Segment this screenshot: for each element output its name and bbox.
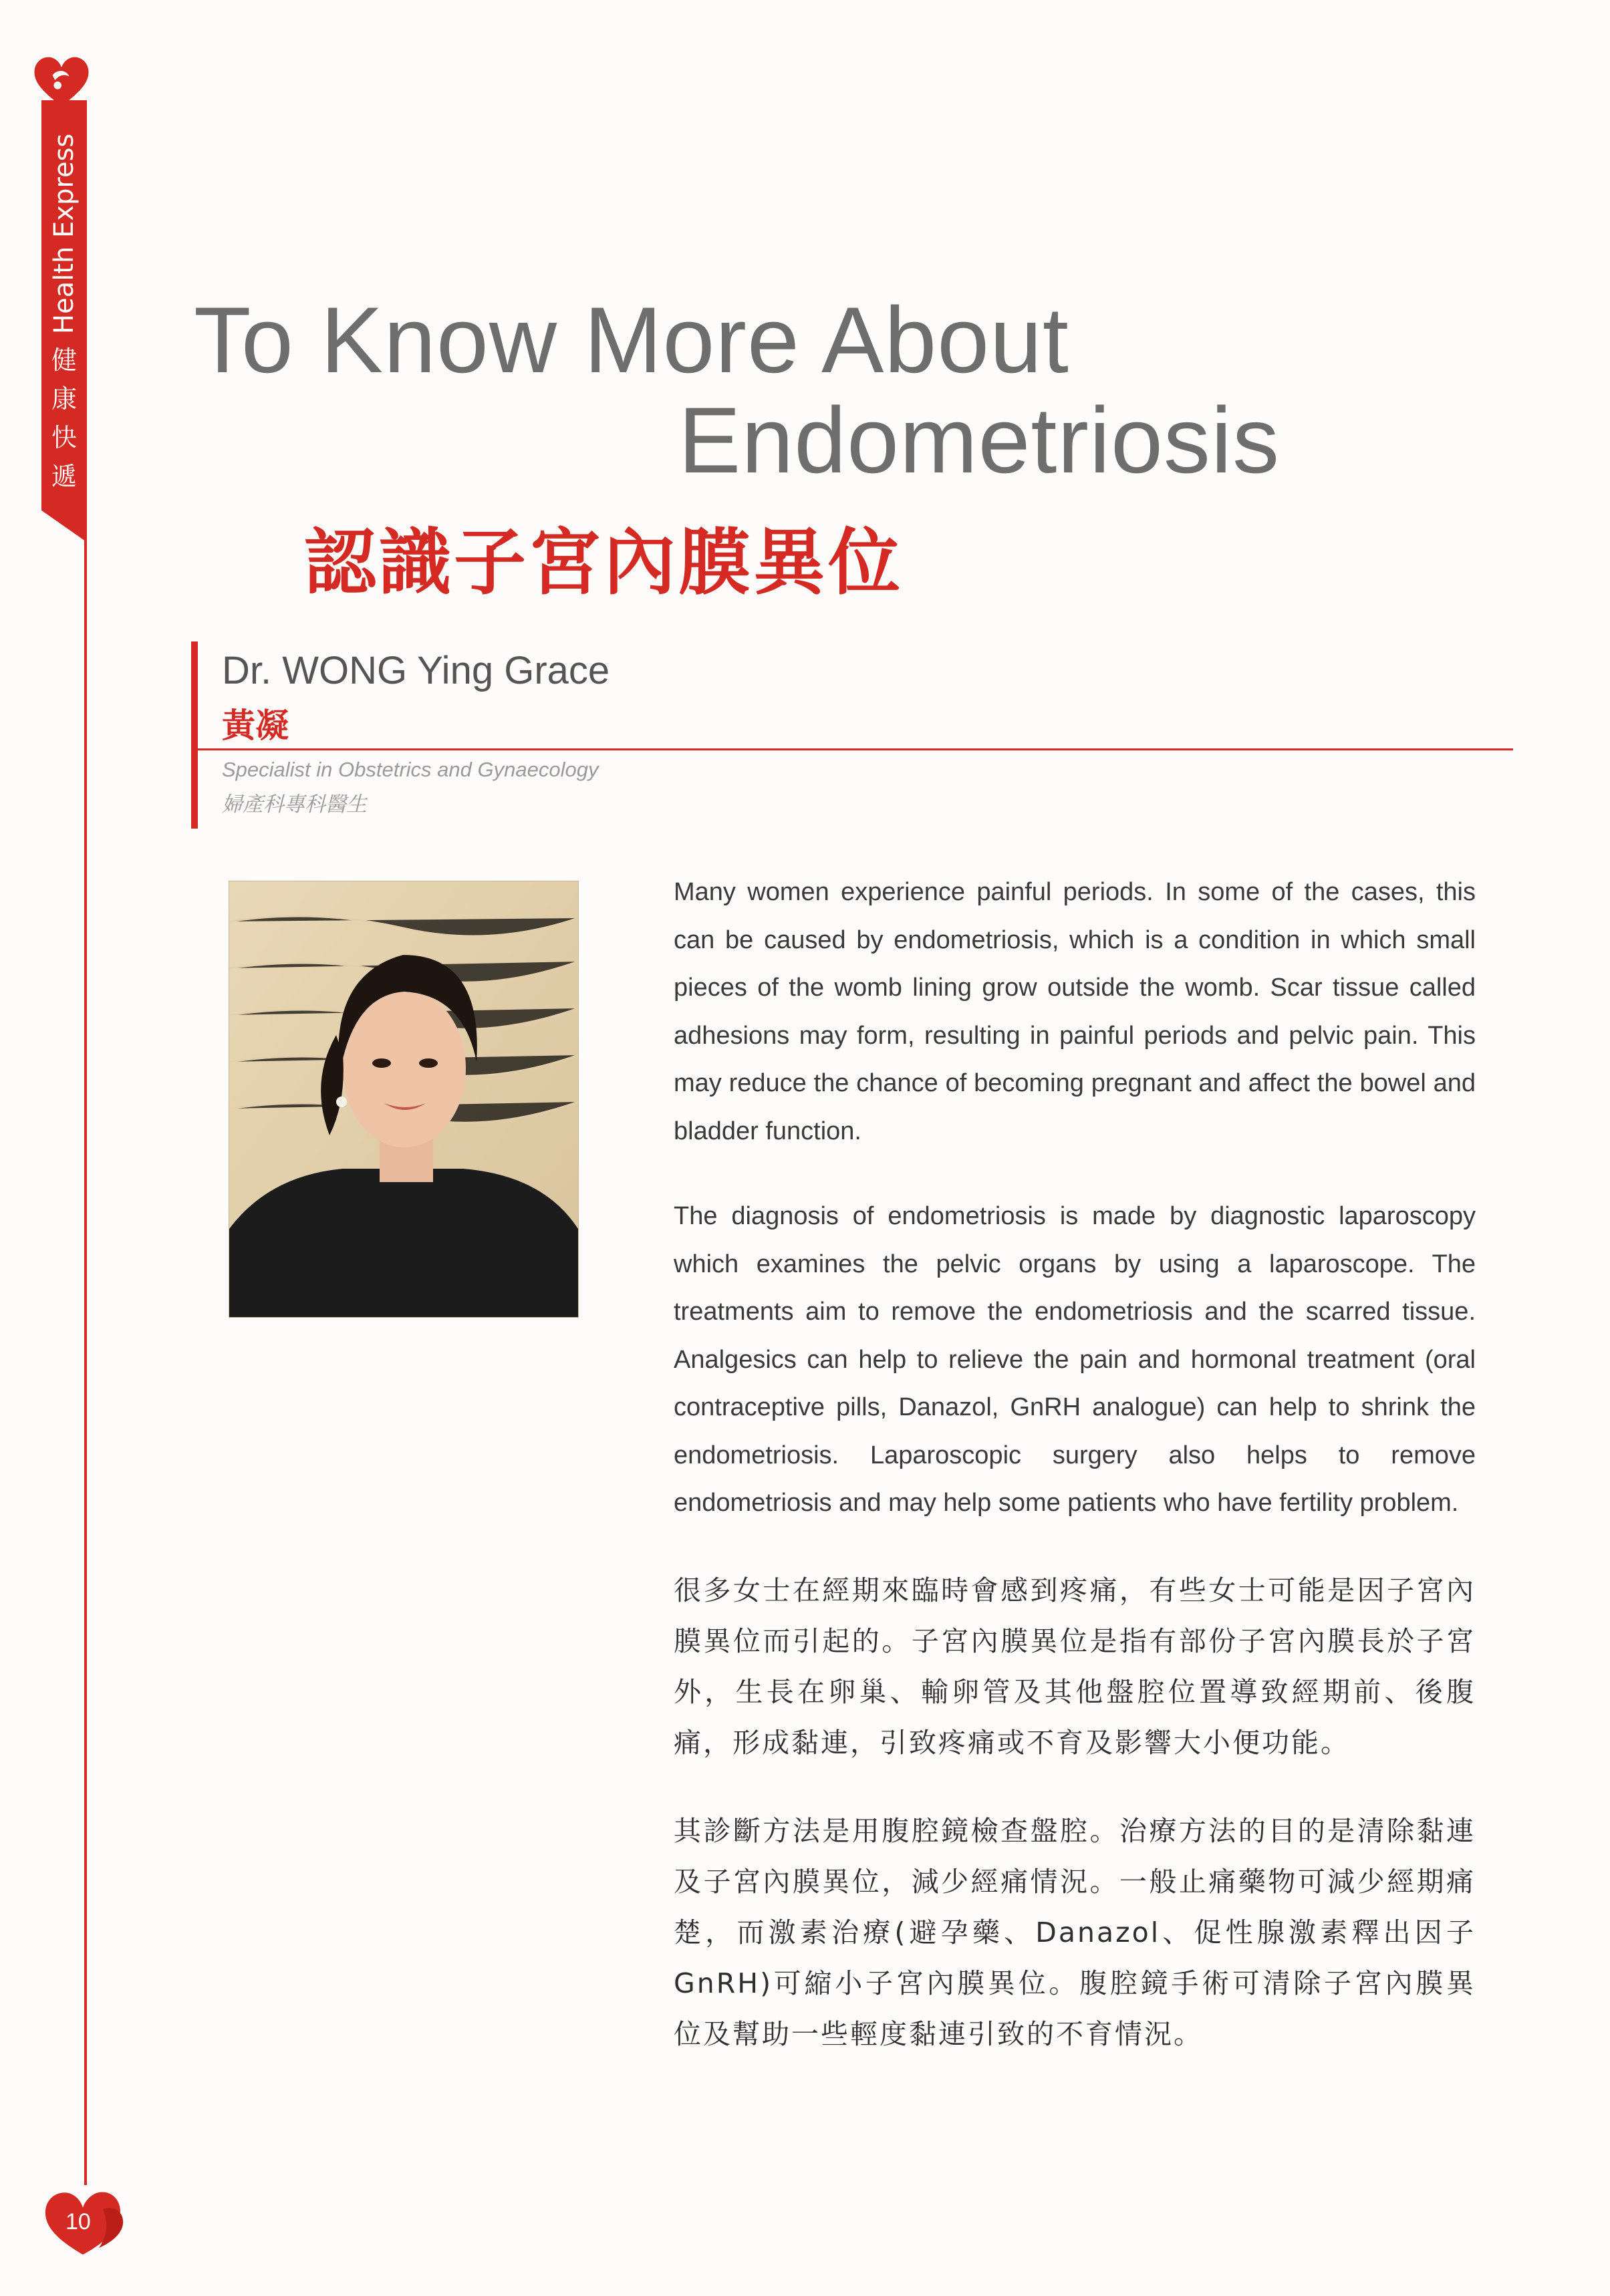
article-title-line-1: To Know More About: [194, 287, 1069, 392]
article-title-line-2: Endometriosis: [678, 388, 1281, 492]
author-divider: [198, 748, 1513, 750]
paragraph-zh-1: 很多女士在經期來臨時會感到疼痛，有些女士可能是因子宮內膜異位而引起的。子宮內膜異位是指有部份子宮內膜長於子宮外，生長在卵巢、輸卵管及其他盤腔位置導致經期前、後腹痛，形成黏連，引致疼痛或不育及影響大小便功能。: [674, 1574, 1476, 1759]
heart-logo-icon: [29, 49, 94, 114]
article-body: [674, 869, 1476, 2097]
author-name: Dr. WONG Ying Grace: [222, 649, 610, 692]
author-name-zh: 黃凝: [222, 706, 289, 745]
page-number: 10: [65, 2209, 91, 2235]
section-title-zh: 健 康 快 遞: [51, 345, 77, 491]
author-accent-bar: [191, 641, 198, 829]
author-photo: [229, 881, 579, 1318]
section-title: Health Express: [49, 133, 80, 334]
author-role: Specialist in Obstetrics and Gynaecology: [222, 758, 599, 781]
paragraph-en-2: The diagnosis of endometriosis is made by diagnostic laparoscopy which examines the pelvic organs by using a laparoscope. The treatments aim to remove the endometriosis and the scarred tissue. Analgesics can help to relieve the pain and hormonal treatment (oral contraceptive pills, Danazol, GnRH analogue) can help to shrink the endometriosis. Laparoscopic surgery also helps to remove endometriosis and may help some patients who have fertility problem.: [674, 1202, 1476, 1517]
paragraph-en-1: Many women experience painful periods. In some of the cases, this can be caused by endometriosis, which is a condition in which small pieces of the womb lining grow outside the womb. Scar tissue called adhesions may form, resulting in painful periods and pelvic pain. This may reduce the chance of becoming pregnant and affect the bowel and bladder function.: [674, 878, 1476, 1145]
article-title-zh: 認識子宮內膜異位: [304, 521, 904, 605]
paragraph-zh-2: 其診斷方法是用腹腔鏡檢查盤腔。治療方法的目的是清除黏連及子宮內膜異位，減少經痛情況。一般止痛藥物可減少經期痛楚，而激素治療(避孕藥、Danazol、促性腺激素釋出因子GnRH)可縮小子宮內膜異位。腹腔鏡手術可清除子宮內膜異位及幫助一些輕度黏連引致的不育情況。: [674, 1814, 1476, 2050]
author-role-zh: 婦產科專科醫生: [222, 793, 367, 817]
